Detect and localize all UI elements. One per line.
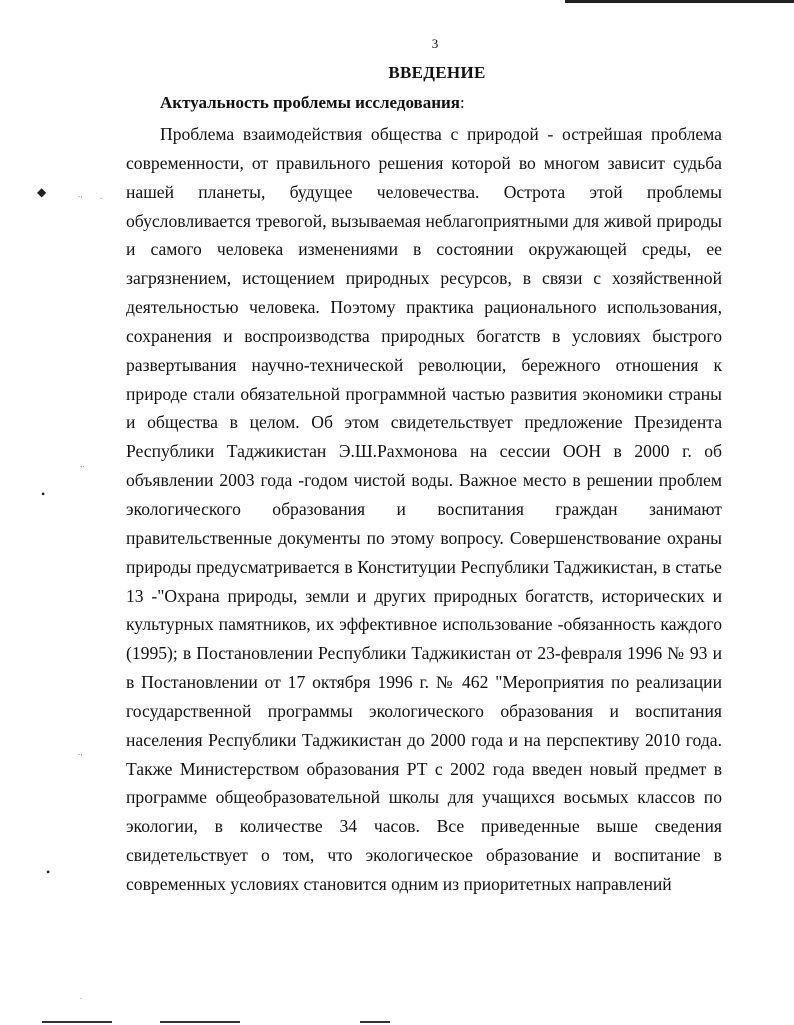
scan-edge-line [42,1021,112,1023]
scan-artifact-mark: ., [78,189,83,199]
scan-edge-line [360,1021,390,1023]
page-number: 3 [431,36,439,51]
subheading-text: Актуальность проблемы исследования [160,93,460,112]
scan-edge-line [565,0,794,3]
subheading-colon: : [459,93,465,112]
scan-artifact-mark: • [41,487,46,501]
scan-edge-line [160,1021,240,1023]
scan-artifact-mark: • [46,865,51,879]
body-paragraph: Проблема взаимодействия общества с природой - острейшая проблема современности, от правильного решения которой во многом зависит судьба нашей планеты, будущее человечества. Острота этой проблемы обусловливается тревогой, вызываемая неблагоприятными для живой природы и самого человека изменениями в состоянии окружающей среды, ее загрязнением, истощением природных ресурсов, в связи с хозяйственной деятельностью человека. Поэтому практика рационального использования, сохранения и воспроизводства природных богатств в условиях быстрого развертывания научно-технической революции, бережного отношения к природе стали обязательной программной частью развития экономики страны и общества в целом. Об этом свидетельствует предложение Президента Республики Таджикистан Э.Ш.Рахмонова на сессии ООН в 2000 г. об объявлении 2003 года -годом чистой воды. Важное место в решении проблем экологического образования и воспитания граждан занимают правительственные документы по этому вопросу. Совершенствование охраны природы предусматривается в Конституции Республики Таджикистан, в статье 13 -"Охрана природы, земли и других природных богатств, исторических и культурных памятников, их эффективное использование -обязанность каждого (1995); в Постановлении Республики Таджикистан от 23-февраля 1996 № 93 и в Постановлении от 17 октября 1996 г. № 462 "Мероприятия по реализации государственной программы экологического образования и воспитания населения Республики Таджикистан до 2000 года и на перспективу 2010 года. Также Министерством образования РТ с 2002 года введен новый предмет в программе общеобразовательной школы для учащихся восьмых классов по экологии, в количестве 34 часов. Все приведенные выше сведения свидетельствует о том, что экологическое образование и воспитание в современных условиях становится одним из приоритетных направлений [126,124,722,894]
scan-artifact-mark: . [80,991,83,1001]
scan-artifact-mark: ◆ [37,185,47,199]
scan-artifact-mark: . [100,191,103,201]
scan-artifact-mark: ., [78,747,83,757]
subheading [160,93,465,113]
section-heading: ВВЕДЕНИЕ [388,63,486,82]
scan-artifact-mark: ,. [80,459,85,469]
